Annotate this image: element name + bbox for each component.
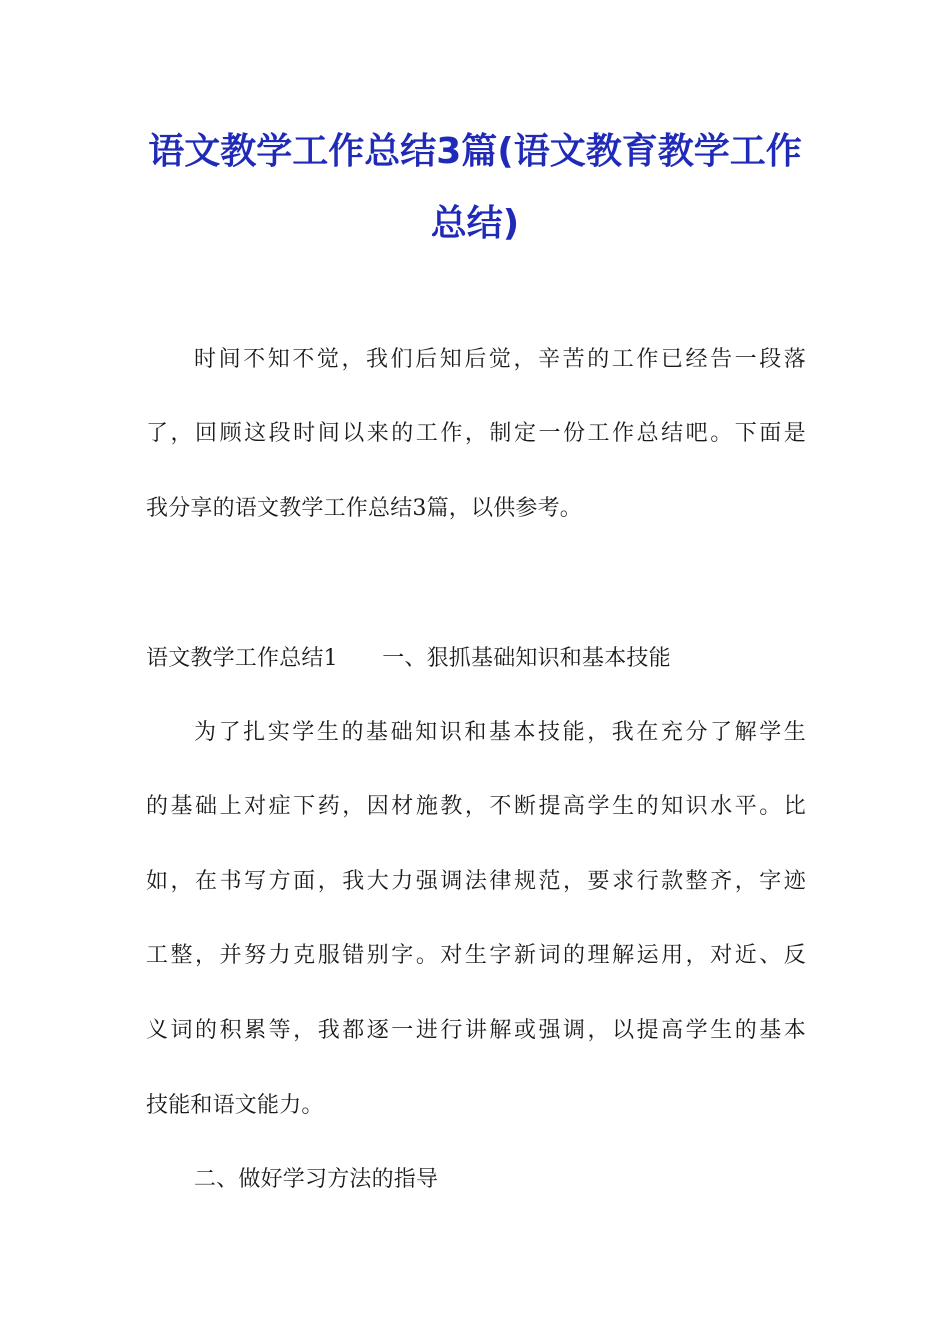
intro-line-3: 我分享的语文教学工作总结3篇，以供参考。 xyxy=(146,496,582,521)
intro-line-2: 了，回顾这段时间以来的工作，制定一份工作总结吧。下面是 xyxy=(146,421,806,446)
intro-line-1: 时间不知不觉，我们后知后觉，辛苦的工作已经告一段落 xyxy=(194,347,806,372)
section-1-line-6: 技能和语文能力。 xyxy=(146,1093,324,1118)
section-1-line-1: 为了扎实学生的基础知识和基本技能，我在充分了解学生 xyxy=(194,720,806,745)
section-1-line-2: 的基础上对症下药，因材施教，不断提高学生的知识水平。比 xyxy=(146,794,806,819)
document-title-line-1: 语文教学工作总结3篇(语文教育教学工作 xyxy=(148,131,802,172)
section-1-line-4: 工整，并努力克服错别字。对生字新词的理解运用，对近、反 xyxy=(146,943,806,968)
section-1-line-3: 如，在书写方面，我大力强调法律规范，要求行款整齐，字迹 xyxy=(146,869,806,894)
section-2-heading: 二、做好学习方法的指导 xyxy=(194,1167,439,1192)
document-title-line-2: 总结) xyxy=(430,203,520,244)
section-1-heading: 语文教学工作总结1 一、狠抓基础知识和基本技能 xyxy=(146,646,671,671)
section-1-line-5: 义词的积累等，我都逐一进行讲解或强调，以提高学生的基本 xyxy=(146,1018,806,1043)
